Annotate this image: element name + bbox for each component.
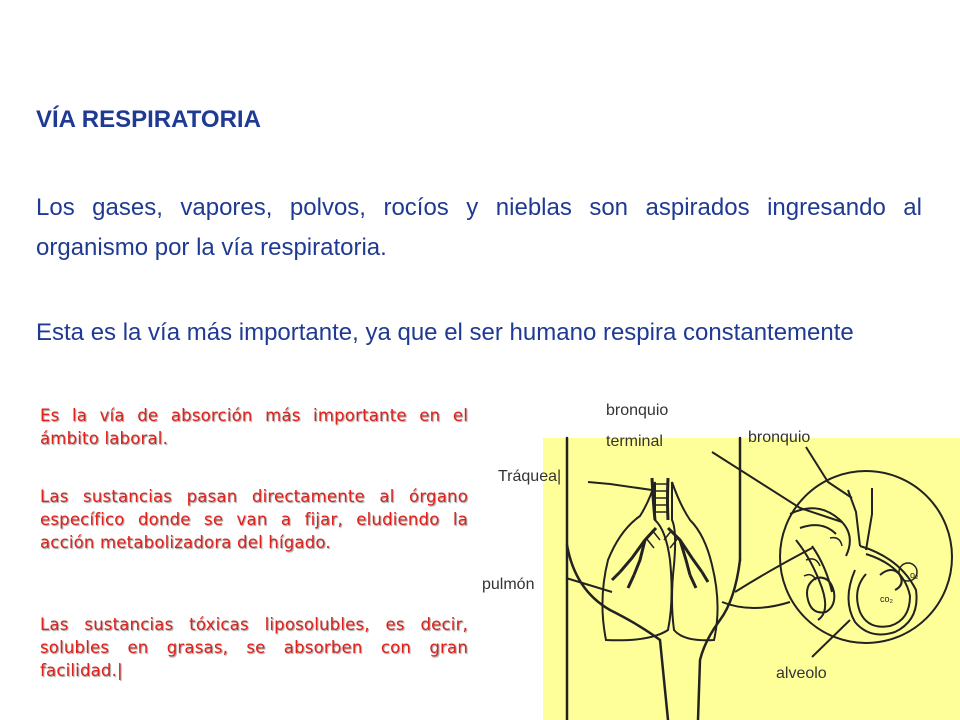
label-pulmon: pulmón bbox=[482, 576, 535, 593]
label-traquea: Tráquea| bbox=[498, 468, 562, 485]
page-title: VÍA RESPIRATORIA bbox=[36, 106, 261, 133]
note-absorption: Es la vía de absorción más importante en el ámbito laboral. bbox=[40, 406, 468, 448]
label-bronquio-terminal-2: terminal bbox=[606, 433, 663, 450]
diagram-background bbox=[543, 438, 960, 720]
inset-co2-label: co₂ bbox=[880, 594, 893, 604]
note-direct-organ: Las sustancias pasan directamente al órgano específico donde se van a fijar, eludiendo la acción metabolizadora del hígado. bbox=[40, 487, 468, 552]
inset-o2-label: o₂ bbox=[910, 570, 919, 580]
label-bronquio-terminal-1: bronquio bbox=[606, 402, 669, 419]
note-liposoluble: Las sustancias tóxicas liposolubles, es decir, solubles en grasas, se absorben con gran facilidad.| bbox=[40, 615, 468, 680]
importance-paragraph: Esta es la vía más importante, ya que el ser humano respira constantemente bbox=[36, 319, 854, 346]
intro-paragraph: Los gases, vapores, polvos, rocíos y nieblas son aspirados ingresando al organismo por la vía respiratoria. bbox=[36, 194, 922, 261]
label-bronquio: bronquio bbox=[748, 429, 811, 446]
label-alveolo: alveolo bbox=[776, 665, 827, 682]
